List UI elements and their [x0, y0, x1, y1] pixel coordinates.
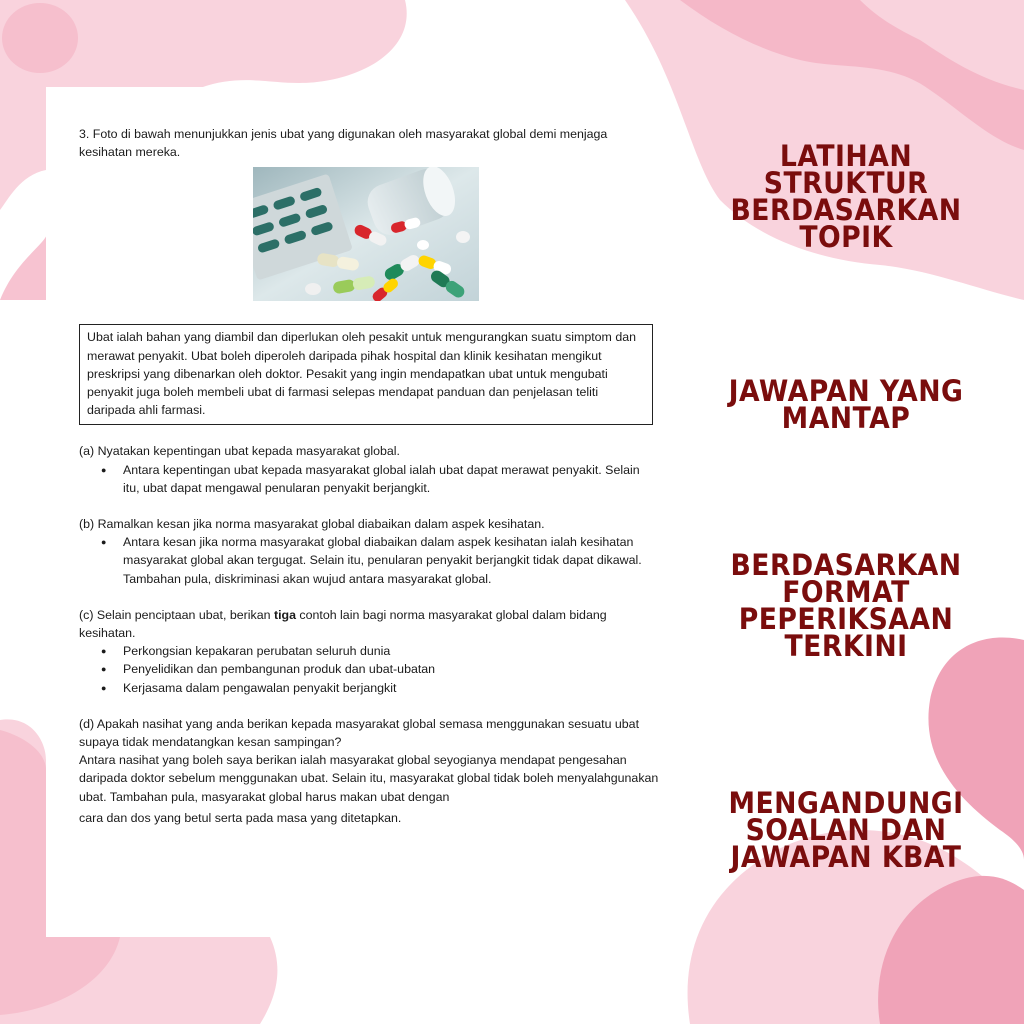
pills-illustration [253, 167, 479, 301]
question-title: 3. Foto di bawah menunjukkan jenis ubat yang digunakan oleh masyarakat global demi menjaga kesihatan mereka. [79, 127, 608, 160]
side-label-4: MENGANDUNGI SOALAN DAN JAWAPAN KBAT [728, 786, 964, 874]
medicine-pills-photo [253, 167, 479, 301]
part-c-emphasis: tiga [273, 607, 296, 622]
part-d-answer: Antara nasihat yang boleh saya berikan ialah masyarakat global seyogianya mendapat pengesahan daripada doktor sebelum menggunakan ubat. Selain itu, masyarakat global tidak boleh menyalahgunakan ubat. Tambahan pula, masyarakat global harus makan ubat dengan cara dan dos yang betul serta pada masa yang ditetapkan. [79, 753, 659, 825]
document-content [79, 125, 659, 827]
part-c-answer-3: ● Kerjasama dalam pengawalan penyakit berjangkit [79, 679, 659, 697]
side-label-2: JAWAPAN YANG MANTAP [728, 374, 964, 435]
part-c-question: (c) Selain penciptaan ubat, berikan tiga contoh lain bagi norma masyarakat global dalam bidang kesihatan. [79, 607, 607, 641]
info-box-text: Ubat ialah bahan yang diambil dan diperlukan oleh pesakit untuk mengurangkan suatu simptom dan merawat penyakit. Ubat boleh diperoleh daripada pihak hospital dan klinik kesihatan mengikut preskripsi yang dibenarkan oleh doktor. Pesakit yang ingin mendapatkan ubat untuk mengubati penyakit juga boleh membeli ubat di farmasi selepas mendapat panduan dan penjelasan teliti daripada ahli farmasi. [87, 330, 636, 418]
part-a-answer: ● Antara kepentingan ubat kepada masyarakat global ialah ubat dapat merawat penyakit. Selain itu, ubat dapat mengawal penularan penyakit berjangkit. [79, 461, 659, 497]
part-d [79, 715, 659, 827]
side-label-3: BERDASARKAN FORMAT PEPERIKSAAN TERKINI [730, 548, 962, 663]
part-c-answer-2: ● Penyelidikan dan pembangunan produk dan ubat-ubatan [79, 660, 659, 678]
part-b [79, 515, 659, 588]
part-d-question: (d) Apakah nasihat yang anda berikan kepada masyarakat global semasa menggunakan sesuatu ubat supaya tidak mendatangkan kesan sampingan? [79, 716, 640, 750]
part-c-answer-1: ● Perkongsian kepakaran perubatan seluruh dunia [79, 642, 659, 660]
part-c [79, 606, 659, 697]
part-a-question: (a) Nyatakan kepentingan ubat kepada masyarakat global. [79, 444, 400, 459]
part-a [79, 442, 659, 497]
part-b-question: (b) Ramalkan kesan jika norma masyarakat global diabaikan dalam aspek kesihatan. [79, 517, 545, 532]
info-box [79, 324, 653, 425]
side-label-1: LATIHAN STRUKTUR BERDASARKAN TOPIK [730, 139, 962, 254]
part-b-answer: ● Antara kesan jika norma masyarakat global diabaikan dalam aspek kesihatan ialah kesihatan masyarakat global akan tergugat. Selain itu, penularan penyakit berjangkit tidak dapat dikawal. Tambahan pula, diskriminasi akan wujud antara masyarakat global. [79, 533, 659, 588]
